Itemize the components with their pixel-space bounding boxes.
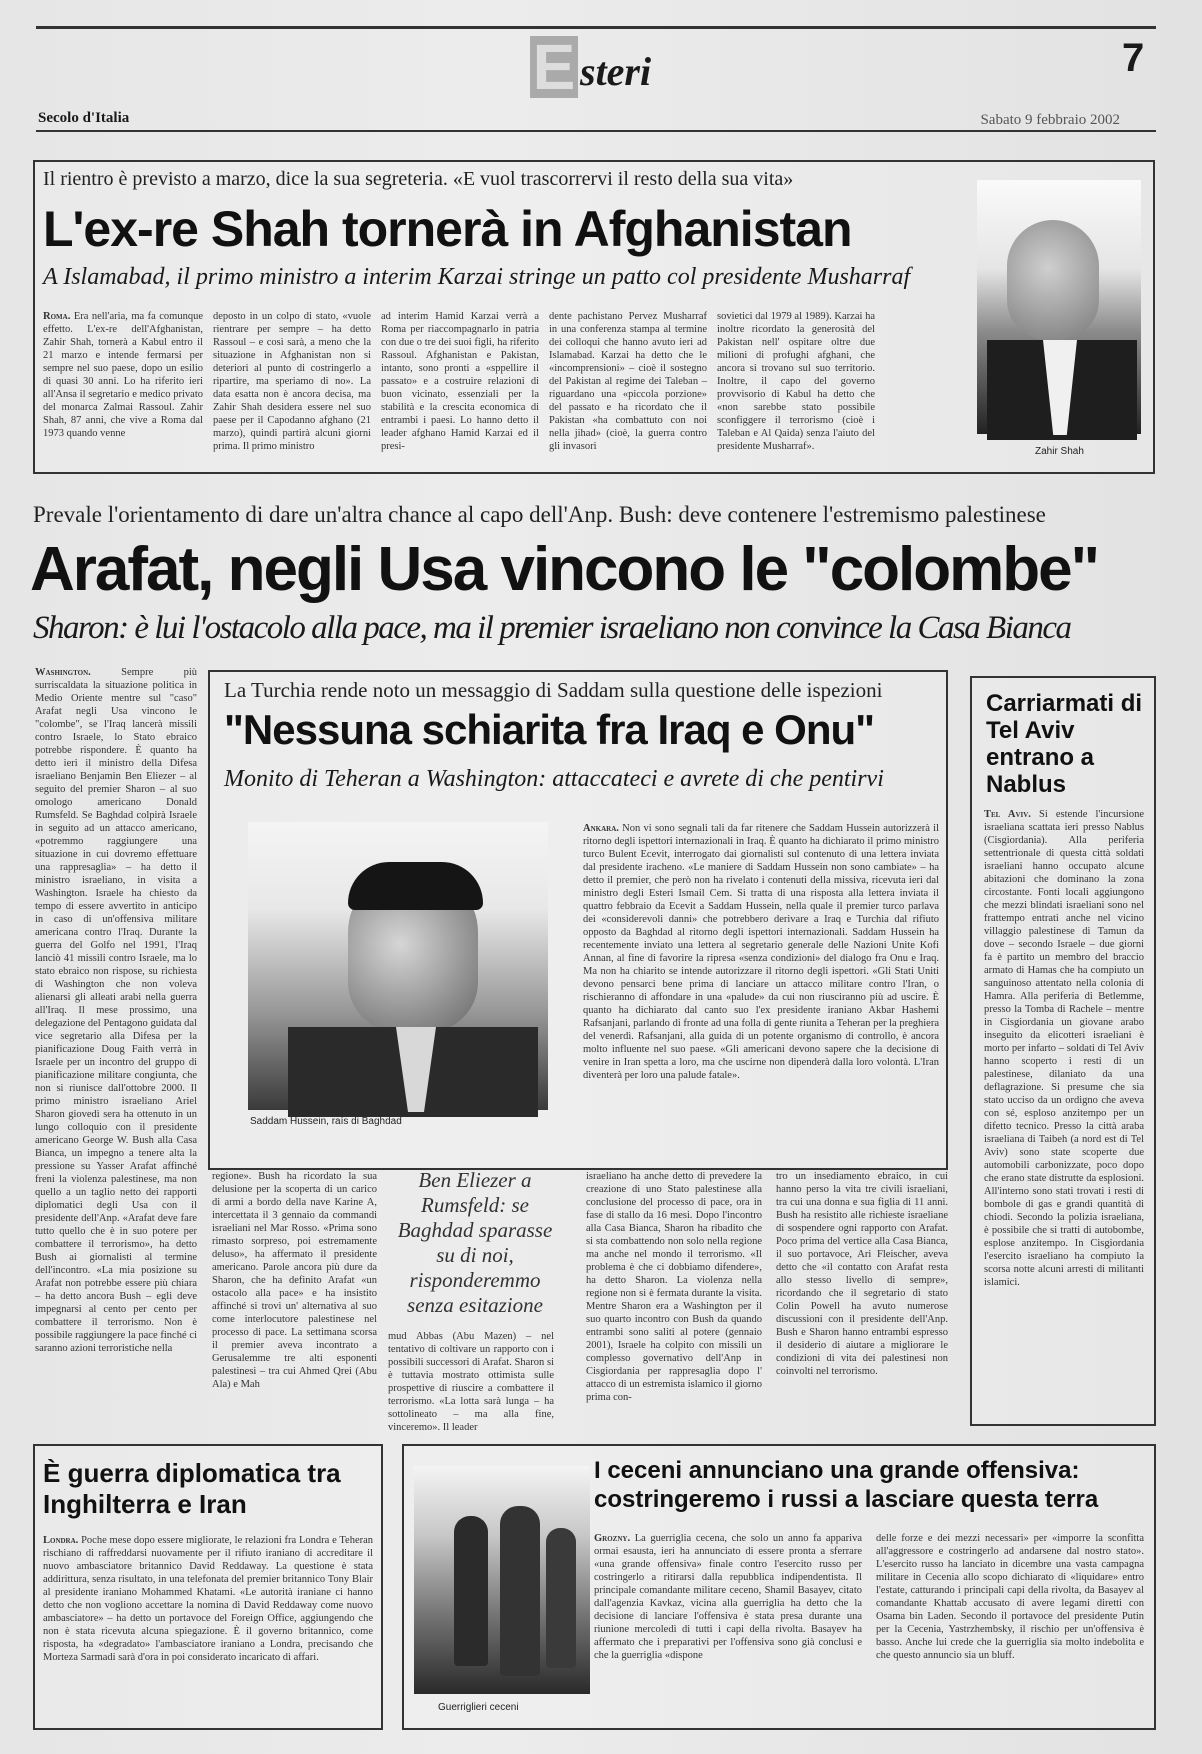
- arafat-column-2: regione». Bush ha ricordato la sua delusione per la scoperta di un carico di armi a bordo della nave Karine A, intercettata il 3 gennaio da commandi israeliani nel Mar Rosso. «Prima sono rimasto sorpreso, poi estremamente deluso», ha affermato il presidente americano. Parole ancora più dure da Sharon, che ha definito Arafat «un ostacolo alla pace» e ha insistito affinché si trovi un' alternativa al suo come interlocutore palestinese nel processo di pace. La settimana scorsa il premier aveva incontrato a Gerusalemme tre alti esponenti palestinesi – tra cui Ahmed Qrei (Abu Ala) e Mah: [212, 1171, 377, 1390]
- article-column: dente pachistano Pervez Musharraf in una conferenza stampa al termine dei colloqui che hanno avuto ieri ad Islamabad. Karzai ha detto che le «incomprensioni» – cioè il sostegno del Pakistan al regime dei Taleban – riguardano una «piccola porzione» del passato e ha ricordato che il Pakistan «ha combattuto con noi nella jihad» (cioè, la guerra contro gli invasori: [549, 311, 707, 452]
- article-deck: A Islamabad, il primo ministro a interim Karzai stringe un patto col presidente Musharraf: [43, 264, 911, 290]
- page-number: 7: [1122, 36, 1145, 80]
- dateline: Washington.: [35, 667, 91, 678]
- iraq-headline: "Nessuna schiarita fra Iraq e Onu": [224, 706, 875, 753]
- article-headline: I ceceni annunciano una grande offensiva: costringeremo i russi a lasciare questa terra: [594, 1457, 1099, 1513]
- arafat-column-4: israeliano ha anche detto di prevedere la creazione di uno Stato palestinese alla conclusione del processo di pace, ora in fase di stallo da 16 mesi. Dopo l'incontro alla Casa Bianca, Sharon ha ribadito che si sta combattendo non solo nella regione ma anche nel mondo il terrorismo. «Il problema è che ci dobbiamo difendere», ha detto Sharon. La violenza nella regione non si è fermata durante la visita. Mentre Sharon era a Washington per il suo quarto incontro con Bush da quando entrambi sono saliti al potere (gennaio 2001), Israele ha colpito con missili un complesso governativo dell'Anp in Cisgiordania per rappresaglia dopo l' attacco di un estremista islamico il giorno prima con-: [586, 1171, 762, 1403]
- chechen-fighters-photo: [414, 1466, 590, 1694]
- figure-silhouette: [546, 1528, 576, 1668]
- iraq-body: Ankara. Non vi sono segnali tali da far ritenere che Saddam Hussein autorizzerà il ritorno degli ispettori internazionali in Iraq. È quanto ha dichiarato il primo ministro turco Bulent Ecevit, interrogato dai giornalisti sul contenuto di una lettera inviata dal presidente iracheno. «Le maniere di Saddam Hussein non sono cambiate» – ha detto il premier, che però non ha rivelato i contenuti della missiva, ricevuta ieri dal ministro degli Esteri Ismail Cem. Si tratta di una risposta alla lettera inviata il quattro febbraio da Ecevit a Saddam Hussein, nella quale il premier turco parlava dei «considerevoli danni» che potrebbero derivare a Iraq e Turchia dal rifiuto opposto da Baghdad al ritorno degli ispettori internazionali. Saddam Hussein ha recentemente inviato una lettera al segretario generale delle Nazioni Unite Kofi Annan, al fine di favorire la ripresa «senza condizioni» del dialogo fra Onu e Iraq. Ma non ha chiarito se intende autorizzare il ritorno degli ispettori. «Gli Stati Uniti devono pensarci bene prima di lanciare un attacco militare contro l'Iran, o rischieranno di affondare in una «palude» da cui non riusciranno più ad uscire. È quanto ha dichiarato dal canto suo l'ex presidente iraniano Akbar Hashemi Rafsanjani, parlando di fronte ad una folla di gente riunita a Teheran per la preghiera del venerdì. Rafsanjani, alla guida di un potente organismo di controllo, è ancora molto influente nel suo paese. «Gli americani devono sapere che la decisione di venire in Iran spetta a loro, ma che uscirne non dipenderà dalla loro volontà. L'Iran diventerà per loro una palude fatale».: [583, 823, 940, 1081]
- article-uk-iran: [33, 1444, 383, 1730]
- iraq-kicker: La Turchia rende noto un messaggio di Saddam sulla questione delle ispezioni: [224, 678, 883, 702]
- article-column: sovietici dal 1979 al 1989). Karzai ha inoltre ricordato la generosità del Pakistan nell' ospitare oltre due milioni di profughi afghani, che ancora si trovano sul suo territorio. Inoltre, il capo del governo provvisorio di Kabul ha detto che «non sarebbe stato possibile sconfiggere il terrorismo (cioè i Taleban e Al Qaida) senza l'aiuto del presidente Musharraf».: [717, 311, 875, 452]
- photo-caption: Saddam Hussein, raìs di Baghdad: [250, 1116, 402, 1127]
- top-rule: [36, 26, 1156, 29]
- dateline: Grozny.: [594, 1533, 631, 1544]
- article-column: ad interim Hamid Karzai verrà a Roma per riaccompagnarlo in patria con due o tre dei suoi figli, ha riferito Rassoul. Afghanistan e Pakistan, intanto, sono pronti a «sppellire il passato» e a costruire relazioni di buon vicinato, essenziali per la stabilità e la crescita economica di entrambi i paesi. Lo hanno detto il leader afghano Hamid Karzai ed il presi-: [381, 311, 539, 452]
- section-title: steri: [580, 49, 652, 94]
- arafat-kicker: Prevale l'orientamento di dare un'altra chance al capo dell'Anp. Bush: deve contenere l'estremismo palestinese: [33, 502, 1046, 527]
- article-column: Grozny. La guerriglia cecena, che solo un anno fa appariva ormai esausta, ieri ha annunciato di essere pronta a sferrare «una grande offensiva» finale contro l'esercito russo per costringerlo a ritirarsi dalla repubblica indipendentista. Il principale comandante militare ceceno, Shamil Basayev, citato dall'agenzia Kavkaz, vicina alla guerriglia ha detto che la decisione di lanciare l'offensiva è stata presa durante una riunione mercoledì di tutti i capi della rivolta. Basayev ha affermato che i preparativi per l'offensiva sono già conclusi e che la guerriglia «dispone: [594, 1533, 863, 1661]
- arafat-column-5: tro un insediamento ebraico, in cui hanno perso la vita tre civili israeliani, tra cui una donna e sua figlia di 11 anni. Bush ha resistito alle richieste israeliane di sospendere ogni rapporto con Arafat. Poco prima del vertice alla Casa Bianca, il suo portavoce, Ari Fleischer, aveva detto che «il contatto con Arafat resta allo stesso livello di sempre», ricordando che il segretario di stato Colin Powell ha avuto numerose discussioni con il presidente dell'Anp. Bush e Sharon hanno entrambi espresso il desiderio di aiutare a migliorare le condizioni di vita dei palestinesi non coinvolti nel terrorismo.: [776, 1171, 948, 1377]
- sidebar-body: Tel Aviv. Si estende l'incursione israeliana scattata ieri presso Nablus (Cisgiordania). Alla periferia settentrionale di questa città soldati israeliani hanno occupato alcune abitazioni che dominano la zona circostante. Fonti locali aggiungono che mezzi blindati israeliani sono nel frattempo entrati anche nel vicino villaggio palestinese di Tamun da dove – secondo Israele – due giorni fa è partito un membro del braccio armato di Hamas che ha compiuto un sanguinoso attentato nella colonia di Hamra. Alla periferia di Betlemme, presso la Tomba di Rachele – mentre in Cisgiordania un giovane arabo inseguito da elicotteri israeliani è morto per infarto – soldati di Tel Aviv hanno scoperto i resti di un palestinese, dilaniato da una deflagrazione. Si presume che sia stato ucciso da un ordigno che aveva con sé, esploso anzitempo per un difetto tecnico. Presso la città araba israeliana di Taibeh (a nord est di Tel Aviv) sono state scoperte due automobili carbonizzate, poco dopo che erano state distrutte da esplosioni. All'interno sono stati trovati i resti di bombole di gas e grandi quantità di chiodi. Secondo la polizia israeliana, è possibile che si tratti di autobombe, esplose anzitempo. In Cisgiordania l'esercito israeliano ha compiuto la scorsa notte alcuni arresti di militanti islamici.: [984, 809, 1144, 1288]
- article-column: Roma. Era nell'aria, ma fa comunque effetto. L'ex-re dell'Afghanistan, Zahir Shah, tornerà a Kabul entro il 21 marzo e intende fermarsi per sempre nel suo paese, dopo un esilio di quasi 30 anni. Lo ha riferito ieri all'Ansa il segretario e medico privato del monarca Zalmai Rassoul. Zahir Shah, 87 anni, che vive a Roma dal 1973 quando venne: [43, 311, 204, 439]
- section-initial: E: [530, 36, 578, 98]
- article-shah: [33, 160, 1155, 474]
- photo-caption: Zahir Shah: [1035, 446, 1084, 457]
- dateline: Londra.: [43, 1535, 79, 1546]
- dateline: Ankara.: [583, 823, 619, 834]
- sidebar-nablus: [970, 676, 1156, 1426]
- article-kicker: Il rientro è previsto a marzo, dice la sua segreteria. «E vuol trascorrervi il resto della sua vita»: [43, 168, 794, 190]
- issue-date: Sabato 9 febbraio 2002: [980, 112, 1120, 128]
- article-chechnya: [402, 1444, 1156, 1730]
- photo-caption: Guerriglieri ceceni: [438, 1702, 519, 1713]
- article-headline: È guerra diplomatica tra Inghilterra e Iran: [43, 1458, 341, 1519]
- figure-silhouette: [500, 1506, 540, 1676]
- arafat-deck: Sharon: è lui l'ostacolo alla pace, ma il premier israeliano non convince la Casa Bianca: [33, 610, 1071, 646]
- arafat-column-1: Washington. Sempre più surriscaldata la situazione politica in Medio Oriente mentre sul "caso" Arafat negli Usa vincono le "colombe", se l'Iraq lancerà missili contro Israele, lo Stato ebraico potrebbe rispondere. È quanto ha detto ieri il ministro della Difesa israeliano Benjamin Ben Eliezer – al seguito del premier Sharon – al suo omologo americano Donald Rumsfeld. Se Baghdad colpirà Israele in seguito ad un attacco americano, «potremmo raggiungere una situazione in cui dovremo effettuare una rappresaglia» – ha detto il ministro israeliano, in visita a Washington. Israele ha chiesto da tempo di essere avvertito in anticipo in caso di un'offensiva militare americana contro l'Iraq. Durante la guerra del Golfo nel 1991, l'Iraq lanciò 41 missili contro Israele, ma lo stato ebraico non rispose, su richiesta di Washington che non voleva alienarsi gli alleati arabi nella guerra all'Iraq. Il mese prossimo, una delegazione del Pentagono guidata dal vice segretario alla Difesa per la pianificazione Doug Faith verrà in Israele per un incontro del gruppo di pianificazione militare congiunta, che non si riunisce dall'ottobre 2000. Il primo ministro israeliano Ariel Sharon giovedì sera ha ottenuto in un lungo colloquio con il presidente americano George W. Bush alla Casa Bianca, un impegno a tenere alta la pressione su Yasser Arafat affinché freni la violenza palestinese, ma non quello a un taglio netto dei rapporti diplomatici degli Usa con il presidente dell'Anp. «Arafat deve fare tutto quello che è in suo potere per combattere il terrorismo», ha detto Bush ai giornalisti al termine dell'incontro. «La mia posizione su Arafat non potrebbe essere più chiara – ha detto ancora Bush – egli deve impegnarsi al cento per cento per combattere il terrorismo. Non è possibile raggiungere la pace finché ci saranno azioni terroristiche nella: [35, 667, 197, 1354]
- article-body: Londra. Poche mese dopo essere migliorate, le relazioni fra Londra e Teheran rischiano di raffreddarsi nuovamente per il rifiuto iraniano di accreditare il nuovo ambasciatore britannico David Reddaway. La questione è stata addirittura, senza risultato, in una telefonata del premier britannico Tony Blair al presidente iraniano Mohammed Khatami. «Le autorità iraniane ci hanno detto che non vogliono accettare la nomina di David Reddaway come nuovo ambasciatore» – ha detto un portavoce del Foreign Office, aggiungendo che non è stata ricevuta alcuna spiegazione. È il governo britannico, come risposta, ha «degradato» l'ambasciatore iraniano a Londra, precisando che Morteza Sarmadi sarà d'ora in poi considerato incaricato di affari.: [43, 1535, 374, 1663]
- portrait-hair: [348, 862, 483, 910]
- dateline: Roma.: [43, 311, 71, 322]
- arafat-headline: Arafat, negli Usa vincono le "colombe": [30, 535, 1099, 604]
- figure-silhouette: [454, 1516, 488, 1666]
- portrait-head: [1007, 220, 1099, 340]
- article-iraq: [208, 670, 948, 1170]
- article-column: delle forze e dei mezzi necessari» per «imporre la sconfitta all'aggressore e costringerlo ad andarsene dal nostro stato». L'esercito russo ha lanciato in dicembre una vasta campagna militare in Cecenia allo scopo dichiarato di «liquidare» entro l'estate, catturando i principali capi della rivolta, da Basayev al comandante Khattab accusato di avere legami diretti con Osama bin Laden. Secondo il portavoce del presidente Putin per la Cecenia, Yastrzhembsky, il rischio per un'offensiva è basso. Anche lui crede che la guerriglia sia molto indebolita e che questo annuncio sia un bluff.: [876, 1533, 1144, 1661]
- zahir-shah-photo: [977, 180, 1141, 434]
- masthead-rule: [36, 130, 1156, 132]
- paper-name: Secolo d'Italia: [38, 110, 130, 126]
- pull-quote: Ben Eliezer a Rumsfeld: se Baghdad sparasse su di noi, risponderemmo senza esitazione: [397, 1168, 553, 1317]
- sidebar-headline: Carriarmati di Tel Aviv entrano a Nablus: [986, 690, 1143, 798]
- iraq-deck: Monito di Teheran a Washington: attaccateci e avrete di che pentirvi: [224, 766, 884, 792]
- dateline: Tel Aviv.: [984, 809, 1031, 820]
- article-column: deposto in un colpo di stato, «vuole rientrare per sempre – ha detto Rassoul – e così sarà, a meno che la situazione in Afghanistan non si deteriori al punto di costringerlo a ripartire, ma speriamo di no». La data esatta non è ancora decisa, ma Zahir Shah desidera essere nel suo paese per il Capodanno afghano (21 marzo), quindi partirà alcuni giorni prima. Il primo ministro: [213, 311, 371, 452]
- saddam-photo: [248, 822, 548, 1110]
- arafat-column-3: mud Abbas (Abu Mazen) – nel tentativo di coltivare un rapporto con i possibili successori di Arafat. Sharon si è tuttavia mostrato ottimista sulle prospettive di riuscire a combattere il terrorismo. «La lotta sarà lunga – ha sottolineato – ma alla fine, vinceremo». Il leader: [388, 1331, 554, 1433]
- article-headline: L'ex-re Shah tornerà in Afghanistan: [43, 201, 852, 257]
